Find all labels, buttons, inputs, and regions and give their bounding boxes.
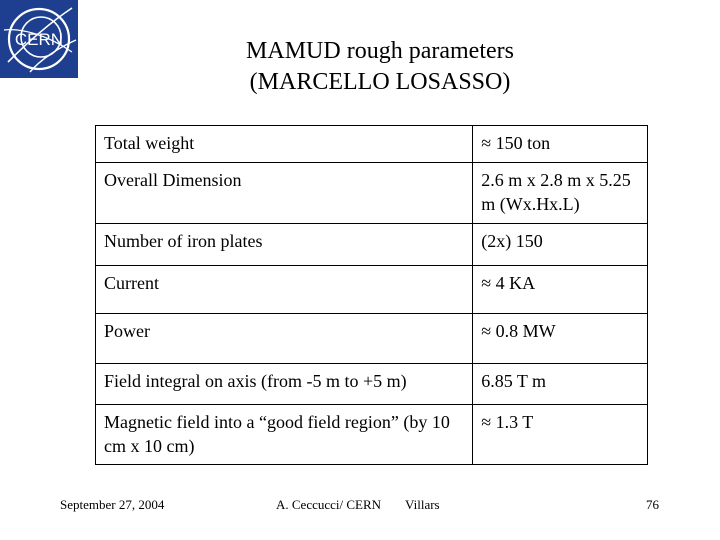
row-label: Magnetic field into a “good field region” (by 10 cm x 10 cm) xyxy=(96,405,473,465)
row-label: Power xyxy=(96,314,473,364)
row-label: Overall Dimension xyxy=(96,163,473,224)
cern-logo-text: CERN xyxy=(14,30,64,49)
row-value: ≈ 0.8 MW xyxy=(473,314,648,364)
table-row xyxy=(96,126,648,163)
page-title-line-2: (MARCELLO LOSASSO) xyxy=(249,69,511,95)
parameters-table xyxy=(95,125,648,465)
row-value: (2x) 150 xyxy=(473,224,648,266)
cern-logo xyxy=(0,0,78,78)
table-row xyxy=(96,224,648,266)
table-row xyxy=(96,364,648,405)
row-value: ≈ 150 ton xyxy=(473,126,648,163)
row-label: Field integral on axis (from -5 m to +5 m) xyxy=(96,364,473,405)
row-label: Number of iron plates xyxy=(96,224,473,266)
cern-logo-icon xyxy=(0,0,78,78)
table-row xyxy=(96,266,648,314)
page-title xyxy=(150,36,610,98)
row-value: ≈ 4 KA xyxy=(473,266,648,314)
row-value: ≈ 1.3 T xyxy=(473,405,648,465)
footer-location: Villars xyxy=(405,497,440,512)
row-value: 6.85 T m xyxy=(473,364,648,405)
page-number: 76 xyxy=(646,497,659,512)
table-row xyxy=(96,405,648,465)
row-label: Total weight xyxy=(96,126,473,163)
footer-date: September 27, 2004 xyxy=(60,497,165,512)
table-row xyxy=(96,314,648,364)
footer-author: A. Ceccucci/ CERN xyxy=(276,497,382,512)
table-row xyxy=(96,163,648,224)
row-value: 2.6 m x 2.8 m x 5.25 m (Wx.Hx.L) xyxy=(473,163,648,224)
page-title-line-1: MAMUD rough parameters xyxy=(246,38,514,64)
row-label: Current xyxy=(96,266,473,314)
